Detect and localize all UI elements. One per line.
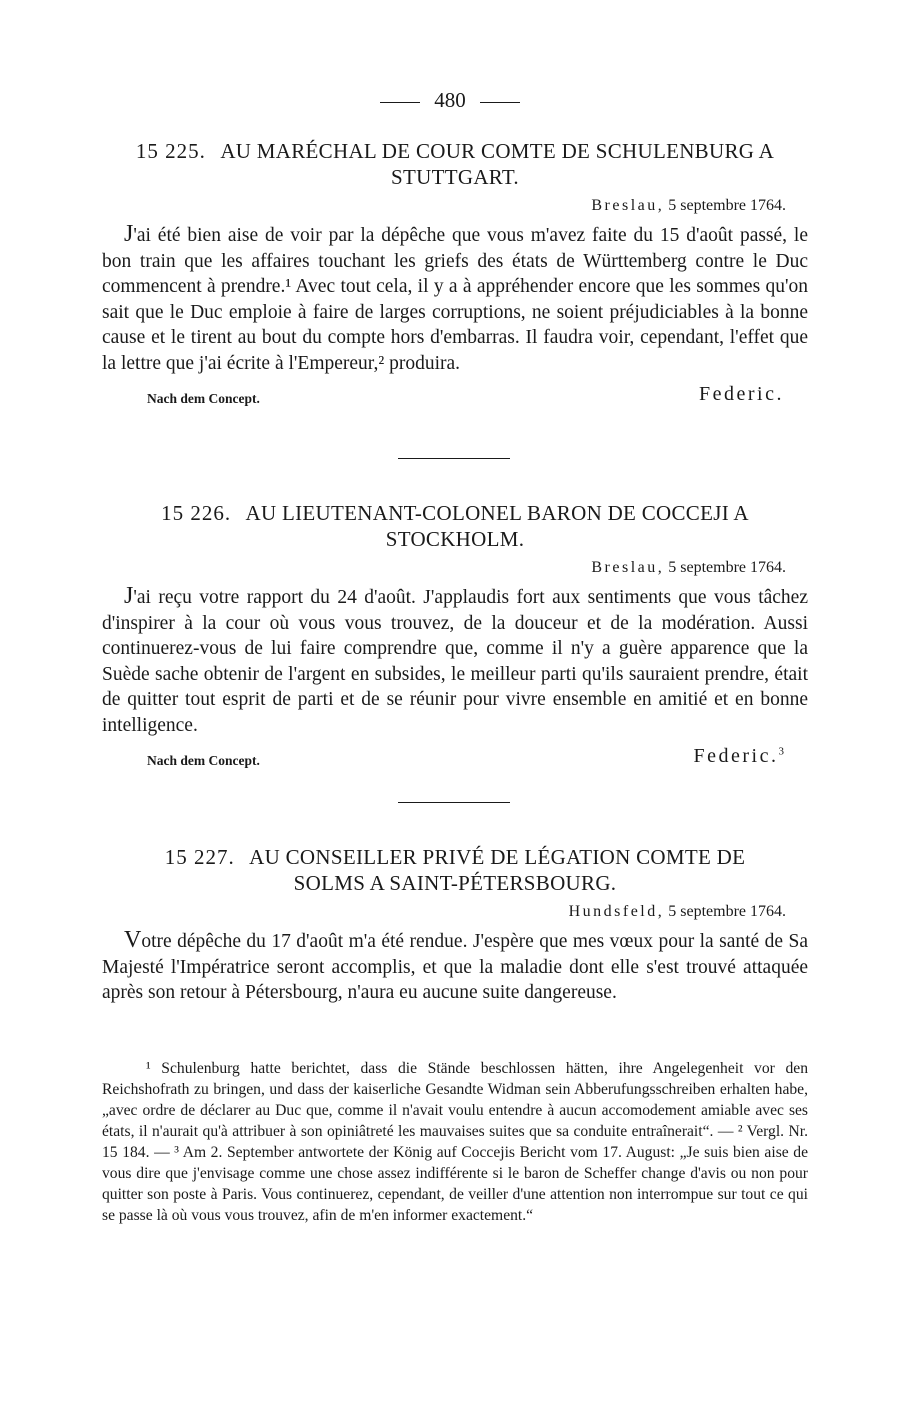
letter-footer (102, 745, 808, 773)
page-number (0, 88, 900, 113)
letter-place: Breslau, (591, 197, 665, 214)
letter-number: 15 227. (164, 845, 235, 869)
signature-text: Federic. (699, 382, 784, 405)
letter-heading (102, 500, 808, 552)
letter-15225 (102, 138, 808, 411)
letter-heading (102, 844, 808, 896)
signature-text: Federic. (693, 744, 779, 767)
letter-text: otre dépêche du 17 d'août m'a été rendue. J'espère que mes vœux pour la santé de Sa Majesté l'Impératrice seront accomplis, et que la maladie dont elle s'est trouvé attaquée après son retour à Pétersbourg, n'aura eu aucune suite dangereuse. (102, 931, 808, 1004)
footnote-text: ¹ Schulenburg hatte berichtet, dass die Stände beschlossen hätten, ihre Angelegenheit vor den Reichshofrath zu bringen, und dass der kaiserliche Gesandte Widman sein Abberufungsschreiben erhalten habe, „avec ordre de déclarer au Duc que, comme il n'avait voulu entendre à aucun accomodement amiable avec ses états, il n'aurait qu'à attribuer à son opiniâtreté les mauvaises suites que sa conduite entraînerait“. — ² Vergl. Nr. 15 184. — ³ Am 2. September antwortete der König auf Coccejis Bericht vom 17. August: „Je suis bien aise de vous dire que j'envisage comme une chose assez indifférente si le baron de Scheffer change d'avis ou non pour quitter son poste à Paris. Vous continuerez, cependant, de veiller d'une attention non interrompue sur tout ce qui se passe là où vous vous trouvez, afin de m'en informer exactement.“ (102, 1060, 808, 1224)
letter-title: AU CONSEILLER PRIVÉ DE LÉGATION COMTE DE SOLMS A SAINT-PÉTERSBOURG. (249, 845, 746, 895)
letter-15227 (102, 844, 808, 1006)
letter-title: AU LIEUTENANT-COLONEL BARON DE COCCEJI A STOCKHOLM. (245, 501, 749, 551)
footnotes (102, 1058, 808, 1226)
letter-footer (102, 383, 808, 411)
letter-15226 (102, 500, 808, 773)
letter-place: Hundsfeld, (568, 903, 665, 920)
section-divider (398, 458, 510, 459)
letter-body (102, 928, 808, 1006)
letter-text: 'ai été bien aise de voir par la dépêche que vous m'avez faite du 15 d'août passé, le bon train que les affaires touchant les griefs des états de Württemberg contre le Duc commencent à prendre.¹ Avec tout cela, il y a à appréhender encore que les sommes qu'on sait que le Duc emploie à faire de larges corruptions, ne soient préjudiciables à la bonne cause et le tirent au bout du compte hors d'embarras. Il faudra voir, cependant, l'effet que la lettre que j'ai écrite à l'Empereur,² produira. (102, 225, 808, 374)
letter-initial: J (124, 221, 134, 247)
letter-date: 5 septembre 1764. (668, 197, 786, 214)
letter-number: 15 226. (161, 501, 232, 525)
letter-text: 'ai reçu votre rapport du 24 d'août. J'applaudis fort aux sentiments que vous tâchez d'inspirer à la cour où vous vous trouvez, de la douceur et de la modération. Aussi continuerez-vous de lui faire comprendre que, comme il n'y a guère apparence que la Suède sache obtenir de l'argent en subsides, le meilleur parti qu'ils sauraient prendre, était de quitter tout esprit de parti et de se réunir pour vivre ensemble en amitié et en bonne intelligence. (102, 587, 808, 736)
letter-source: Nach dem Concept. (147, 390, 260, 406)
letter-date: 5 septembre 1764. (668, 559, 786, 576)
letter-signature (699, 383, 784, 406)
page-number-dash-left (380, 102, 420, 103)
signature-note: 3 (778, 744, 784, 757)
letter-dateline (102, 900, 786, 924)
letter-place: Breslau, (591, 559, 665, 576)
letter-date: 5 septembre 1764. (668, 903, 786, 920)
letter-dateline (102, 556, 786, 580)
letter-dateline (102, 194, 786, 218)
letter-initial: J (124, 583, 134, 609)
page-number-dash-right (480, 102, 520, 103)
letter-body (102, 222, 808, 377)
letter-body (102, 584, 808, 739)
page-number-text: 480 (434, 88, 466, 112)
letter-title: AU MARÉCHAL DE COUR COMTE DE SCHULENBURG A STUTTGART. (220, 139, 775, 189)
letter-initial: V (124, 927, 142, 953)
letter-source: Nach dem Concept. (147, 752, 260, 768)
letter-number: 15 225. (135, 139, 206, 163)
letter-signature (694, 745, 784, 768)
letter-heading (102, 138, 808, 190)
section-divider (398, 802, 510, 803)
